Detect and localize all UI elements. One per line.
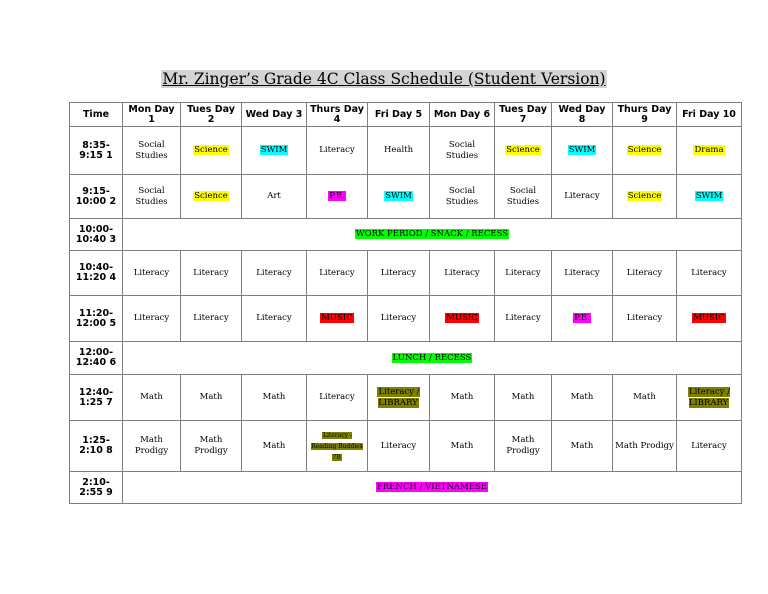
activity-cell: [613, 296, 677, 342]
time-cell: 10:00- 10:40 3: [70, 219, 123, 251]
activity-cell: [613, 375, 677, 421]
activity-cell: [677, 175, 742, 219]
activity-cell: [613, 127, 677, 175]
time-cell: 12:00- 12:40 6: [70, 342, 123, 375]
time-cell: 2:10- 2:55 9: [70, 472, 123, 504]
activity-cell: [495, 296, 552, 342]
activity-label: Social Studies: [445, 185, 479, 207]
activity-cell: [613, 251, 677, 296]
activity-label: MUSIC: [321, 313, 353, 323]
header-cell: Tues Day 2: [181, 103, 242, 127]
activity-label: MUSIC: [446, 313, 478, 323]
time-cell: 11:20- 12:00 5: [70, 296, 123, 342]
activity-cell: [123, 251, 181, 296]
schedule-row: [70, 472, 742, 504]
activity-label: Literacy: [380, 267, 417, 278]
time-cell: 12:40- 1:25 7: [70, 375, 123, 421]
time-cell: 9:15- 10:00 2: [70, 175, 123, 219]
activity-cell: [495, 421, 552, 472]
activity-cell: [181, 251, 242, 296]
activity-cell: [181, 127, 242, 175]
activity-label: Literacy: [505, 313, 541, 323]
activity-cell: [368, 421, 430, 472]
activity-cell: [123, 296, 181, 342]
activity-label: Literacy: [626, 313, 663, 323]
header-cell: Thurs Day 4: [307, 103, 368, 127]
activity-label: Math: [450, 440, 474, 451]
header-row: [70, 103, 742, 127]
activity-cell: [495, 175, 552, 219]
schedule-row: [70, 251, 742, 296]
activity-label: Drama: [694, 145, 724, 155]
activity-cell: [552, 375, 613, 421]
activity-cell: [552, 421, 613, 472]
activity-label: Literacy: [505, 267, 541, 278]
page-title: Mr. Zinger’s Grade 4C Class Schedule (Student Version): [162, 70, 606, 88]
activity-label: SWIM: [695, 191, 723, 201]
activity-cell: [677, 421, 742, 472]
activity-cell: [181, 375, 242, 421]
activity-cell: [552, 127, 613, 175]
activity-label: SWIM: [260, 145, 288, 155]
activity-cell: [368, 251, 430, 296]
activity-cell: [181, 296, 242, 342]
activity-label: Math: [511, 392, 535, 402]
activity-label: Literacy / LIBRARY: [688, 386, 731, 408]
activity-cell: [430, 175, 495, 219]
activity-cell: [181, 421, 242, 472]
header-cell: Thurs Day 9: [613, 103, 677, 127]
header-cell-time: Time: [70, 103, 123, 127]
activity-label: Literacy - Reading Buddies 7B: [311, 431, 363, 461]
activity-cell: [242, 127, 307, 175]
activity-label: Math: [633, 392, 656, 402]
spanning-activity-cell: [123, 472, 742, 504]
time-cell: 8:35- 9:15 1: [70, 127, 123, 175]
activity-label: Literacy: [133, 267, 170, 278]
activity-cell: [677, 251, 742, 296]
activity-cell: [430, 127, 495, 175]
activity-cell: [495, 127, 552, 175]
activity-label: Literacy: [193, 313, 229, 323]
header-cell: Mon Day 6: [430, 103, 495, 127]
activity-label: Literacy: [319, 145, 355, 155]
activity-cell: [307, 175, 368, 219]
activity-cell: [242, 175, 307, 219]
header-cell: Mon Day 1: [123, 103, 181, 127]
activity-cell: [552, 296, 613, 342]
activity-label: Health: [383, 145, 414, 155]
activity-label: Social Studies: [506, 185, 540, 207]
activity-cell: [307, 375, 368, 421]
activity-label: P.E.: [574, 313, 590, 323]
time-cell: 1:25- 2:10 8: [70, 421, 123, 472]
activity-label: Literacy: [564, 267, 600, 278]
activity-label: Literacy: [691, 440, 727, 451]
activity-cell: [430, 375, 495, 421]
schedule-row: [70, 375, 742, 421]
activity-label: Art: [267, 191, 281, 201]
activity-label: Social Studies: [135, 185, 168, 207]
header-cell: Wed Day 8: [552, 103, 613, 127]
activity-label: Science: [506, 145, 540, 155]
schedule-table: [69, 102, 742, 504]
activity-cell: [430, 251, 495, 296]
activity-label: Literacy: [319, 392, 355, 402]
activity-cell: [368, 375, 430, 421]
activity-label: Literacy: [319, 267, 355, 278]
schedule-row: [70, 127, 742, 175]
activity-cell: [677, 127, 742, 175]
activity-cell: [495, 375, 552, 421]
header-cell: Wed Day 3: [242, 103, 307, 127]
activity-cell: [123, 175, 181, 219]
time-cell: 10:40- 11:20 4: [70, 251, 123, 296]
header-cell: Tues Day 7: [495, 103, 552, 127]
activity-cell: [552, 251, 613, 296]
spanning-activity-cell: [123, 342, 742, 375]
activity-label: Math Prodigy: [194, 435, 228, 456]
activity-label: Literacy: [380, 313, 417, 323]
activity-cell: [677, 375, 742, 421]
activity-label: Literacy: [133, 313, 170, 323]
activity-label: FRENCH / VIETNAMESE: [376, 482, 487, 492]
activity-cell: [307, 127, 368, 175]
activity-label: Literacy: [691, 267, 727, 278]
activity-cell: [613, 175, 677, 219]
activity-label: Literacy: [193, 267, 229, 278]
activity-cell: [123, 375, 181, 421]
activity-cell: [368, 127, 430, 175]
activity-cell: [368, 296, 430, 342]
activity-cell: [552, 175, 613, 219]
schedule-row: [70, 175, 742, 219]
activity-cell: [242, 251, 307, 296]
activity-cell: [123, 127, 181, 175]
activity-label: Literacy: [564, 191, 600, 201]
activity-cell: [242, 296, 307, 342]
activity-label: Social Studies: [445, 139, 479, 161]
schedule-row: [70, 342, 742, 375]
activity-cell: [123, 421, 181, 472]
activity-cell: [242, 375, 307, 421]
activity-cell: [368, 175, 430, 219]
activity-cell: [307, 251, 368, 296]
activity-cell: [307, 421, 368, 472]
activity-label: Literacy: [256, 267, 292, 278]
activity-label: Math Prodigy: [506, 435, 540, 456]
activity-label: Math Prodigy: [615, 440, 674, 451]
activity-cell: [307, 296, 368, 342]
schedule-row: [70, 296, 742, 342]
activity-cell: [181, 175, 242, 219]
activity-label: SWIM: [568, 145, 596, 155]
activity-cell: [430, 421, 495, 472]
activity-label: Literacy: [380, 440, 417, 451]
activity-label: MUSIC: [693, 313, 725, 323]
activity-label: SWIM: [385, 191, 412, 201]
schedule-row: [70, 219, 742, 251]
activity-label: Literacy / LIBRARY: [378, 386, 420, 408]
activity-label: Literacy: [444, 267, 480, 278]
activity-cell: [677, 296, 742, 342]
header-cell: Fri Day 10: [677, 103, 742, 127]
activity-label: WORK PERIOD / SNACK / RECESS: [355, 229, 509, 239]
activity-label: Literacy: [256, 313, 292, 323]
activity-label: Science: [627, 191, 662, 201]
spanning-activity-cell: [123, 219, 742, 251]
activity-label: Math: [262, 392, 286, 402]
activity-label: Science: [627, 145, 662, 155]
activity-cell: [242, 421, 307, 472]
activity-label: Math: [199, 392, 223, 402]
activity-label: Math Prodigy: [134, 435, 169, 456]
activity-cell: [495, 251, 552, 296]
activity-label: Math: [140, 392, 163, 402]
activity-label: LUNCH / RECESS: [392, 352, 472, 363]
schedule-row: [70, 421, 742, 472]
activity-cell: [430, 296, 495, 342]
activity-label: Science: [194, 191, 228, 201]
activity-label: Social Studies: [135, 139, 168, 161]
activity-label: Math: [262, 440, 286, 451]
activity-label: Science: [194, 145, 228, 155]
header-cell: Fri Day 5: [368, 103, 430, 127]
activity-label: Math: [570, 440, 594, 451]
activity-label: Math: [450, 392, 474, 402]
activity-cell: [613, 421, 677, 472]
activity-label: Math: [570, 392, 594, 402]
activity-label: Literacy: [626, 267, 663, 278]
activity-label: P.E.: [329, 191, 345, 201]
